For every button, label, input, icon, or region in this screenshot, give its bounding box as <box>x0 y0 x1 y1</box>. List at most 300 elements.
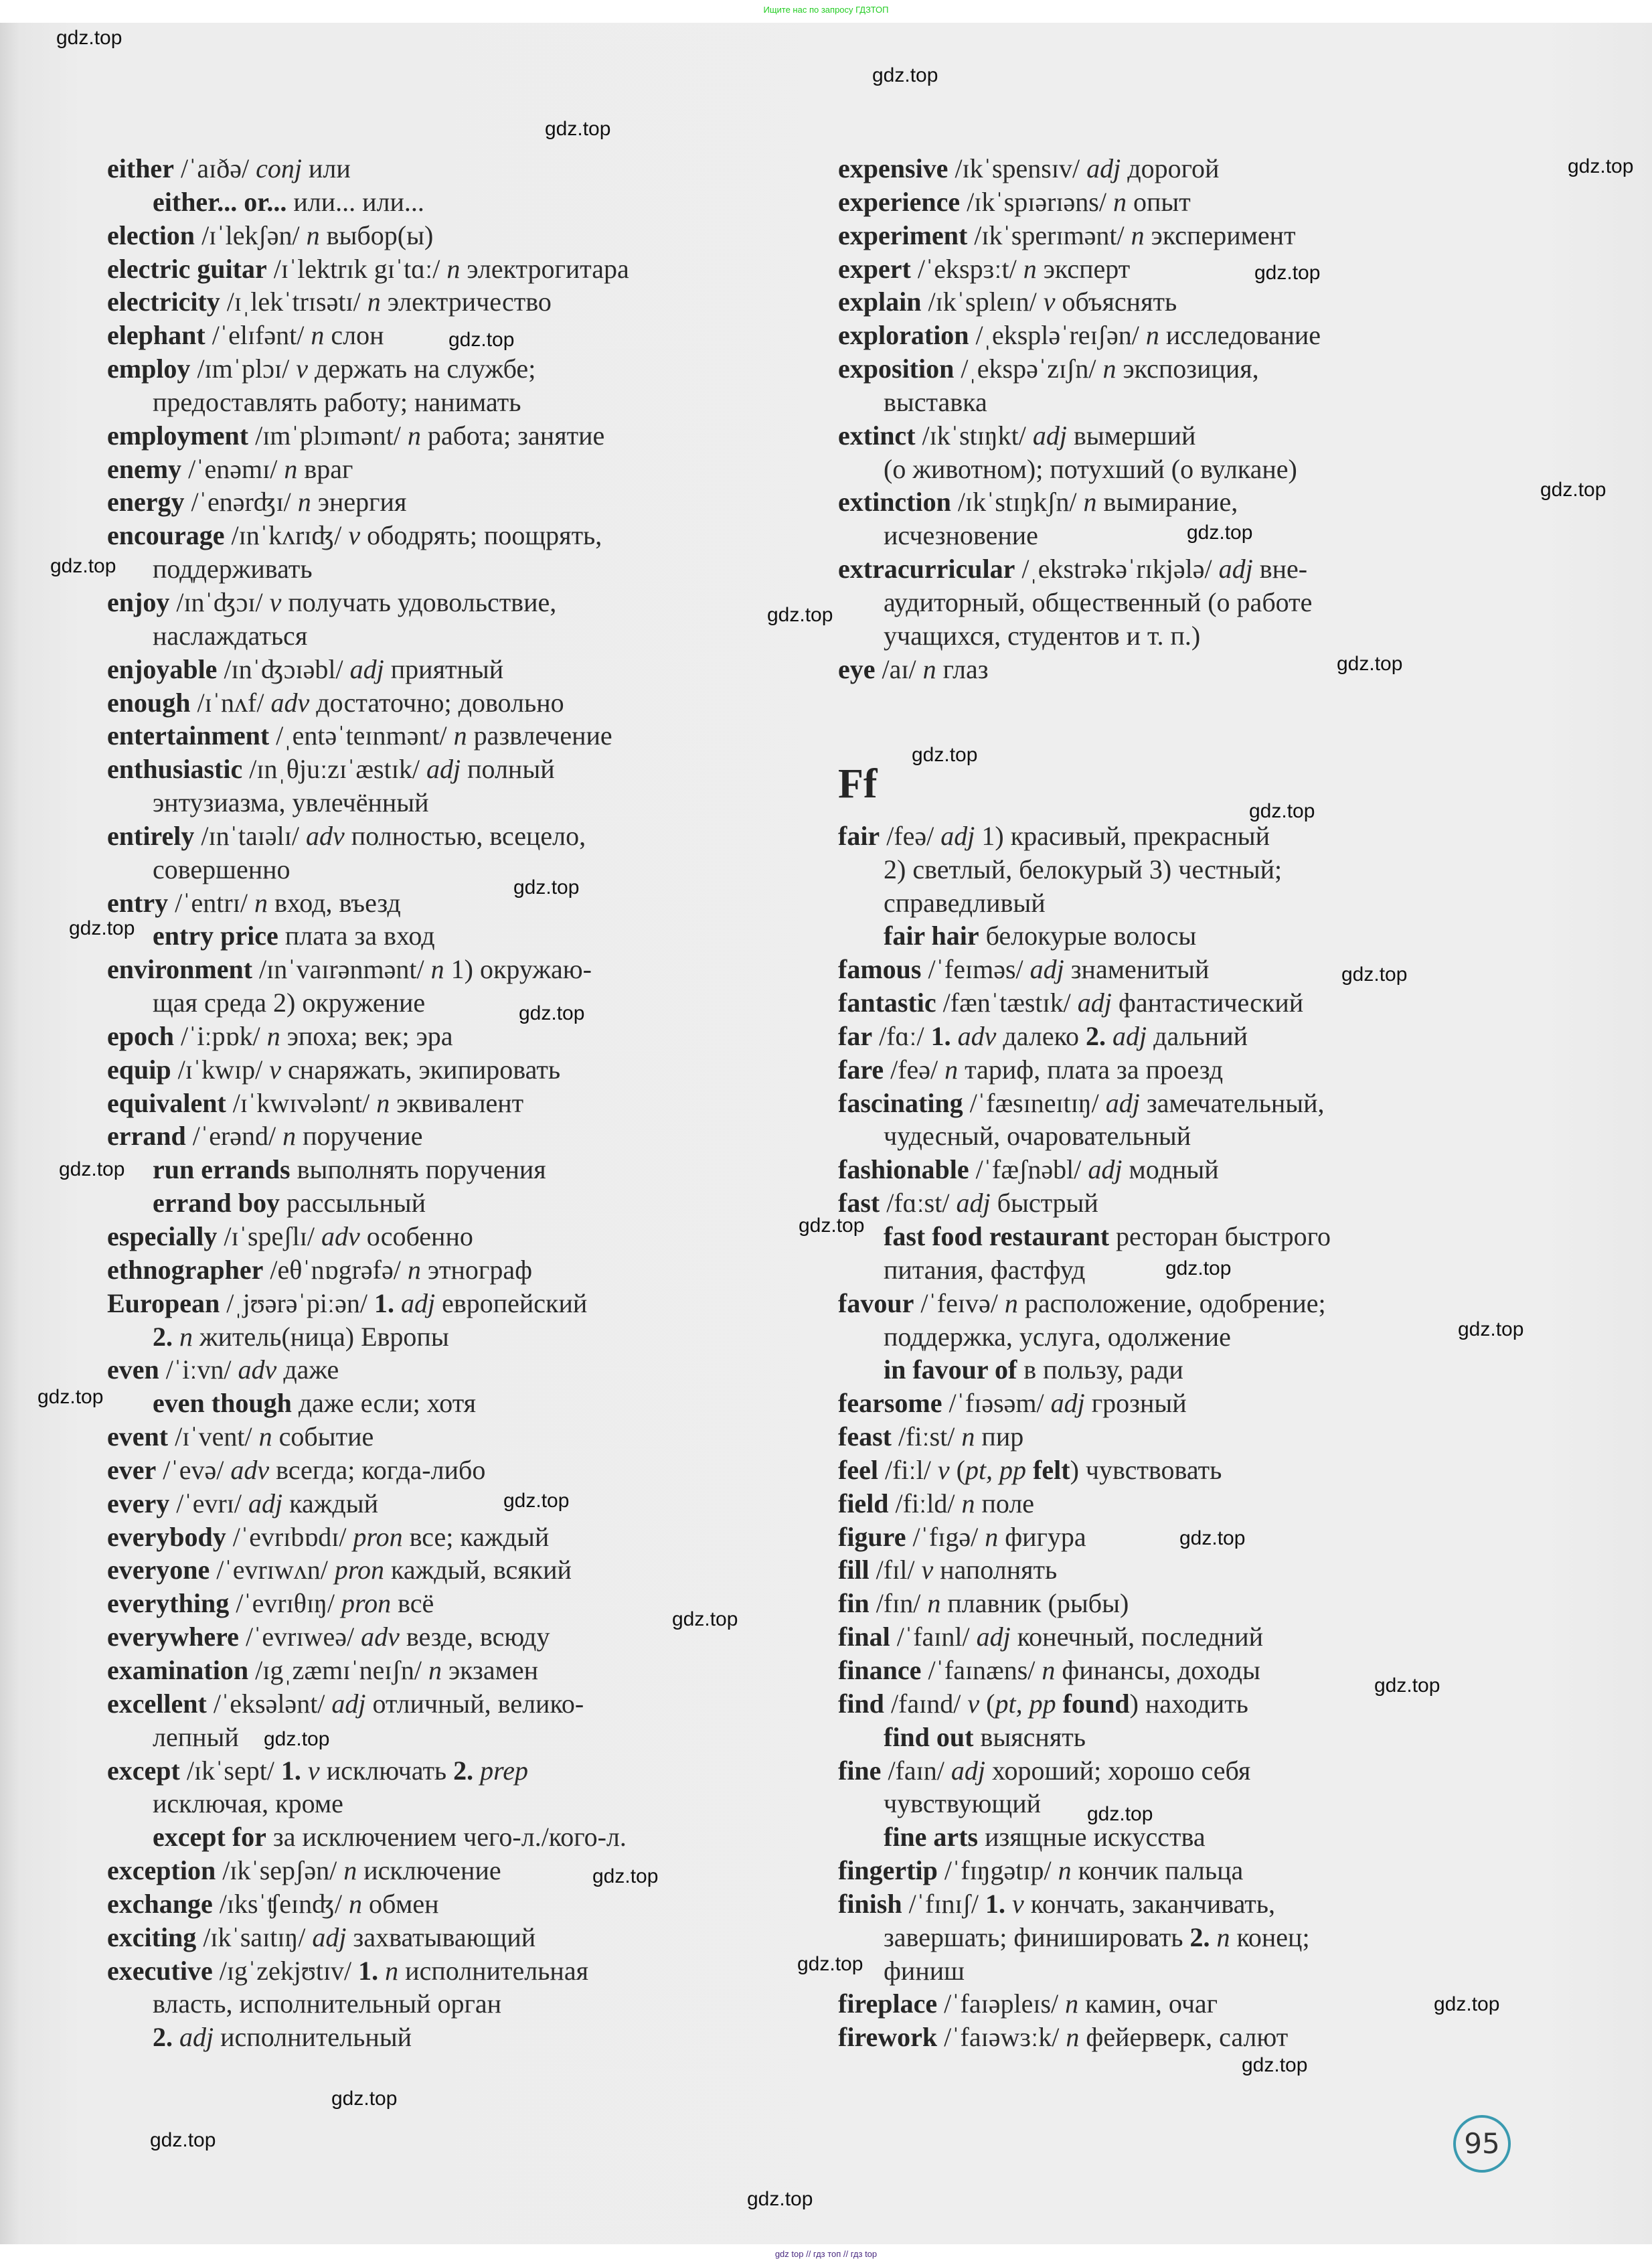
headword: enthusiastic <box>107 754 243 785</box>
dictionary-entry <box>838 1053 1331 1087</box>
entry-text: /ˌekstrəkəˈrɪkjələ/ <box>1015 554 1219 584</box>
entry-text: /ɪkˈstɪŋkt/ <box>915 420 1033 451</box>
headword: feel <box>838 1454 878 1485</box>
entry-text <box>173 1322 179 1352</box>
watermark: gdz.top <box>1165 1257 1232 1279</box>
entry-text: фантастический <box>1111 988 1304 1018</box>
part-of-speech: adj <box>1077 988 1112 1018</box>
entry-text: эксперт <box>1036 253 1131 284</box>
part-of-speech: n <box>428 1654 442 1685</box>
entry-text: /ˈenəmɪ/ <box>181 453 284 484</box>
entry-text: /fɑː/ <box>872 1020 931 1051</box>
entry-continuation-line <box>107 386 629 419</box>
entry-text: электрогитара <box>460 253 629 284</box>
headword: 2. <box>1189 1922 1210 1952</box>
part-of-speech: n <box>446 253 461 284</box>
part-of-speech: v <box>296 354 308 384</box>
part-of-speech: n <box>297 487 311 518</box>
entry-continuation-line <box>107 1987 629 2021</box>
dictionary-entry <box>107 485 629 519</box>
entry-text: слон <box>324 320 384 351</box>
headword: found <box>1062 1688 1130 1719</box>
entry-text <box>173 2022 179 2052</box>
entry-text: даже <box>276 1354 339 1385</box>
part-of-speech: n <box>1216 1922 1230 1952</box>
headword: everywhere <box>107 1622 239 1652</box>
entry-text: /ˈenərʤɪ/ <box>184 487 298 518</box>
watermark: gdz.top <box>331 2088 398 2110</box>
part-of-speech: v <box>1043 287 1056 317</box>
e-entries <box>838 152 1331 686</box>
dictionary-entry <box>107 1520 629 1554</box>
headword: everybody <box>107 1521 226 1552</box>
entry-text: справедливый <box>884 887 1046 918</box>
entry-continuation-line <box>838 1721 1331 1754</box>
headword: elephant <box>107 320 205 351</box>
entry-text: /ɪkˈstɪŋkʃn/ <box>951 487 1084 518</box>
part-of-speech: n <box>1131 220 1145 250</box>
headword: employ <box>107 354 191 384</box>
dictionary-entry <box>107 953 629 986</box>
watermark: gdz.top <box>767 604 833 626</box>
entry-text: каждый, всякий <box>384 1555 572 1585</box>
headword: 2. <box>1086 1020 1106 1051</box>
entry-text <box>1005 1889 1012 1919</box>
part-of-speech: adj <box>1218 554 1253 584</box>
watermark: gdz.top <box>912 744 978 766</box>
entry-text: эпоха; век; эра <box>280 1020 453 1051</box>
dictionary-entry <box>838 1854 1331 1887</box>
watermark: gdz.top <box>1179 1527 1246 1549</box>
entry-text: вход, въезд <box>267 887 401 918</box>
watermark: gdz.top <box>592 1865 659 1887</box>
headword: fast <box>838 1188 880 1219</box>
headword: exposition <box>838 354 955 384</box>
entry-text: исполнительная <box>398 1955 588 1986</box>
dictionary-entry <box>107 1053 629 1087</box>
headword: run errands <box>153 1154 291 1185</box>
part-of-speech: pron <box>353 1521 403 1552</box>
part-of-speech: n <box>1066 2022 1080 2053</box>
entry-continuation-line <box>107 1320 629 1354</box>
part-of-speech: n <box>922 653 936 684</box>
part-of-speech: pt, pp <box>965 1454 1027 1485</box>
headword: final <box>838 1622 890 1652</box>
headword: fantastic <box>838 988 936 1018</box>
entry-text: /ɪkˈspleɪn/ <box>921 287 1044 317</box>
headword: everyone <box>107 1555 210 1585</box>
entry-text: получать удовольствие, <box>281 587 557 617</box>
part-of-speech: v <box>269 1054 282 1085</box>
entry-text: /ˈevrɪ/ <box>169 1488 248 1518</box>
entry-text: быстрый <box>990 1188 1098 1219</box>
dictionary-entry <box>838 1620 1331 1654</box>
part-of-speech: n <box>453 720 467 751</box>
entry-text: энергия <box>311 487 407 518</box>
entry-text: выполнять поручения <box>290 1154 546 1185</box>
entry-text: /ɪnˌθjuːzɪˈæstɪk/ <box>242 754 426 785</box>
entry-text: /ɪkˈsaɪtɪŋ/ <box>196 1922 313 1952</box>
entry-text: грозный <box>1084 1388 1187 1419</box>
dictionary-entry <box>107 1454 629 1487</box>
headword: finance <box>838 1654 922 1685</box>
headword: fin <box>838 1588 870 1619</box>
headword: 2. <box>153 2022 173 2053</box>
entry-continuation-line <box>838 586 1331 619</box>
entry-text: /ˈfɪŋgətɪp/ <box>937 1855 1058 1886</box>
headword: finish <box>838 1888 902 1919</box>
dictionary-entry <box>838 552 1331 586</box>
entry-text: /ɪˈlektrɪk gɪˈtɑː/ <box>266 253 447 284</box>
part-of-speech: adj <box>1088 1154 1123 1185</box>
watermark: gdz.top <box>150 2129 216 2151</box>
entry-continuation-line <box>838 1954 1331 1988</box>
part-of-speech: adj <box>940 820 975 851</box>
part-of-speech: adj <box>426 754 461 785</box>
dictionary-entry <box>838 1387 1331 1420</box>
entry-text: опыт <box>1127 186 1191 217</box>
headword: fair hair <box>884 921 979 951</box>
entry-text: /ɪnˈtaɪəlɪ/ <box>194 820 306 851</box>
entry-text <box>1026 1455 1033 1485</box>
headword: fearsome <box>838 1388 942 1419</box>
entry-text: /ˈevrɪθɪŋ/ <box>229 1588 341 1619</box>
entry-text: далеко <box>996 1020 1086 1051</box>
headword: famous <box>838 954 922 985</box>
entry-text: знаменитый <box>1064 954 1210 985</box>
entry-text: всегда; когда-либо <box>269 1454 486 1485</box>
entry-text: /ɪkˈsperɪmənt/ <box>967 220 1131 250</box>
part-of-speech: adv <box>270 687 310 718</box>
entry-text: /ˈevrɪbɒdɪ/ <box>226 1521 353 1552</box>
entry-text: экспозиция, <box>1116 354 1259 384</box>
watermark: gdz.top <box>56 27 122 49</box>
dictionary-entry <box>838 653 1331 686</box>
part-of-speech: conj <box>256 153 302 183</box>
part-of-speech: n <box>927 1588 941 1619</box>
headword: exception <box>107 1855 216 1886</box>
entry-text: держать на службе; <box>307 354 536 384</box>
entry-text: /ɪˌlekˈtrɪsətɪ/ <box>220 287 367 317</box>
entry-continuation-line <box>838 619 1331 653</box>
part-of-speech: adj <box>956 1188 991 1219</box>
headword: employment <box>107 420 249 451</box>
headword: examination <box>107 1654 249 1685</box>
entry-text: ) чувствовать <box>1070 1454 1222 1485</box>
headword: extinct <box>838 420 916 451</box>
entry-continuation-line <box>107 1153 629 1186</box>
part-of-speech: pt, pp <box>995 1688 1056 1719</box>
dictionary-entry <box>107 753 629 786</box>
dictionary-entry <box>838 152 1331 185</box>
part-of-speech: adj <box>331 1688 366 1719</box>
dictionary-entry <box>838 2021 1331 2054</box>
entry-text: конечный, последний <box>1010 1622 1264 1652</box>
part-of-speech: adv <box>321 1221 360 1251</box>
entry-text: за исключением чего-л./кого-л. <box>266 1822 627 1853</box>
part-of-speech: n <box>266 1020 280 1051</box>
watermark: gdz.top <box>797 1953 863 1975</box>
headword: enough <box>107 687 191 718</box>
entry-continuation-line <box>107 2021 629 2054</box>
watermark: gdz.top <box>545 118 611 140</box>
entry-continuation-line <box>107 552 629 586</box>
entry-text: поддержка, услуга, одолжение <box>884 1321 1231 1352</box>
entry-text: (о животном); потухший (о вулкане) <box>884 453 1297 484</box>
headword: figure <box>838 1521 906 1552</box>
part-of-speech: n <box>1042 1654 1056 1685</box>
entry-text: /ɪksˈʧeɪnʤ/ <box>212 1888 349 1919</box>
entry-text: пир <box>975 1421 1024 1452</box>
entry-text: эквивалент <box>390 1087 524 1118</box>
entry-text: захватывающий <box>346 1922 536 1952</box>
dictionary-entry <box>838 419 1331 453</box>
headword: fine arts <box>884 1822 979 1853</box>
entry-text: все; каждый <box>402 1521 550 1552</box>
headword: enjoyable <box>107 653 218 684</box>
part-of-speech: adj <box>1086 153 1121 183</box>
entry-text: /ˈeksələnt/ <box>206 1688 332 1719</box>
headword: in favour of <box>884 1354 1017 1385</box>
entry-text: /ˈiːvn/ <box>159 1354 238 1385</box>
headword: entry <box>107 887 169 918</box>
entry-text: /ˈevrɪweə/ <box>238 1622 361 1652</box>
watermark: gdz.top <box>1540 479 1606 501</box>
entry-text: /ˈekspɜːt/ <box>910 253 1023 284</box>
dictionary-entry <box>107 586 629 619</box>
headword: except <box>107 1755 180 1786</box>
entry-text <box>394 1288 401 1318</box>
part-of-speech: v <box>967 1688 980 1719</box>
entry-text: /ˈiːpɒk/ <box>174 1020 267 1051</box>
headword: errand <box>107 1121 186 1152</box>
entry-text: совершенно <box>153 854 291 884</box>
entry-text: /fɪn/ <box>869 1588 928 1619</box>
headword: exchange <box>107 1888 213 1919</box>
entry-text: питания, фастфуд <box>884 1254 1086 1285</box>
dictionary-entry <box>838 1087 1331 1120</box>
dictionary-entry <box>107 285 629 319</box>
entry-text: чувствующий <box>884 1788 1042 1819</box>
entry-continuation-line <box>838 453 1331 486</box>
entry-text: энтузиазма, увлечённый <box>153 787 429 818</box>
entry-text: ) находить <box>1129 1688 1248 1719</box>
entry-continuation-line <box>838 1921 1331 1954</box>
dictionary-entry <box>838 1186 1331 1220</box>
entry-text: вымерший <box>1067 420 1196 451</box>
f-entries <box>838 819 1331 2054</box>
entry-continuation-line <box>838 853 1331 886</box>
headword: eye <box>838 653 876 684</box>
headword: firework <box>838 2022 938 2053</box>
entry-text: приятный <box>384 653 504 684</box>
part-of-speech: n <box>284 453 298 484</box>
entry-text: чудесный, очаровательный <box>884 1121 1191 1152</box>
headword: experiment <box>838 220 968 250</box>
entry-text: рассыльный <box>280 1188 426 1219</box>
entry-text: /ˌekspləˈreɪʃən/ <box>969 320 1146 351</box>
entry-text: даже если; хотя <box>291 1388 477 1419</box>
headword: exploration <box>838 320 969 351</box>
headword: equivalent <box>107 1087 226 1118</box>
entry-text: событие <box>272 1421 374 1452</box>
entry-text: /ˈelɪfənt/ <box>205 320 311 351</box>
entry-text: этнограф <box>420 1254 532 1285</box>
part-of-speech: prep <box>480 1755 529 1786</box>
headword: expensive <box>838 153 948 183</box>
entry-text: /faɪnd/ <box>884 1688 968 1719</box>
headword: ethnographer <box>107 1254 264 1285</box>
entry-text: полностью, всецело, <box>344 820 586 851</box>
entry-text: расположение, одобрение; <box>1017 1287 1326 1318</box>
dictionary-entry <box>838 485 1331 519</box>
headword: enjoy <box>107 587 170 617</box>
dictionary-entry <box>107 1087 629 1120</box>
headword: felt <box>1033 1454 1070 1485</box>
right-column <box>838 152 1331 2054</box>
part-of-speech: n <box>1058 1855 1072 1886</box>
watermark: gdz.top <box>69 917 135 939</box>
part-of-speech: n <box>1102 354 1117 384</box>
entry-text: власть, исполнительный орган <box>153 1988 502 2019</box>
headword: field <box>838 1488 889 1518</box>
entry-text: фейерверк, салют <box>1079 2022 1289 2053</box>
part-of-speech: adv <box>238 1354 277 1385</box>
part-of-speech: n <box>258 1421 272 1452</box>
headword: except for <box>153 1822 266 1853</box>
entry-text: /feə/ <box>884 1054 945 1085</box>
dictionary-entry <box>838 1587 1331 1620</box>
entry-text: обмен <box>362 1888 439 1919</box>
dictionary-entry <box>838 1287 1331 1320</box>
dictionary-entry <box>838 319 1331 352</box>
entry-continuation-line <box>107 1186 629 1220</box>
dictionary-entry <box>107 1253 629 1287</box>
entry-continuation-line <box>107 1787 629 1820</box>
entry-text: исключать <box>319 1755 454 1786</box>
entry-continuation-line <box>107 185 629 219</box>
entry-text: электричество <box>380 287 552 317</box>
entry-text: вымирание, <box>1096 487 1238 518</box>
entry-text: /fɪl/ <box>869 1555 922 1585</box>
headword: everything <box>107 1588 230 1619</box>
headword: even <box>107 1354 159 1385</box>
headword: executive <box>107 1955 213 1986</box>
dictionary-entry <box>838 1754 1331 1788</box>
entry-text: выяснять <box>973 1721 1086 1752</box>
entry-text: лепный <box>153 1721 239 1752</box>
dictionary-entry <box>107 1754 629 1788</box>
entry-text: европейский <box>435 1287 588 1318</box>
entry-text: /fɑːst/ <box>880 1188 957 1219</box>
dictionary-entry <box>107 1553 629 1587</box>
dictionary-entry <box>107 219 629 252</box>
headword: especially <box>107 1221 218 1251</box>
part-of-speech: adj <box>349 653 384 684</box>
watermark: gdz.top <box>264 1728 330 1750</box>
entry-text: аудиторный, общественный (о работе <box>884 587 1313 617</box>
part-of-speech: n <box>407 420 421 451</box>
entry-text: /ɪˈkwɪvələnt/ <box>226 1087 377 1118</box>
entry-text: /ɪkˈspɪərɪəns/ <box>960 186 1113 217</box>
headword: errand boy <box>153 1188 280 1219</box>
watermark: gdz.top <box>503 1490 570 1512</box>
headword: every <box>107 1488 170 1518</box>
entry-text: снаряжать, экипировать <box>281 1054 561 1085</box>
entry-text: /ɪgˌzæmɪˈneɪʃn/ <box>248 1654 428 1685</box>
dictionary-entry <box>838 1654 1331 1687</box>
headword: find out <box>884 1721 974 1752</box>
part-of-speech: n <box>985 1521 999 1552</box>
dictionary-entry <box>107 653 629 686</box>
entry-text: /ˌekspəˈzɪʃn/ <box>954 354 1103 384</box>
entry-text: ободрять; поощрять, <box>360 520 602 551</box>
headword: energy <box>107 487 185 518</box>
entry-text <box>1056 1689 1063 1719</box>
part-of-speech: n <box>179 1321 193 1352</box>
entry-text: /ˈfaɪəpleɪs/ <box>937 1988 1066 2019</box>
part-of-speech: adv <box>230 1454 270 1485</box>
headword: fill <box>838 1555 870 1585</box>
headword: fare <box>838 1054 884 1085</box>
headword: electricity <box>107 287 220 317</box>
entry-text <box>301 1755 308 1786</box>
entry-text: учащихся, студентов и т. п.) <box>884 620 1201 651</box>
headword: either <box>107 153 174 183</box>
dictionary-entry <box>107 1287 629 1320</box>
headword: even though <box>153 1388 292 1419</box>
entry-text: 1) красивый, прекрасный <box>975 820 1270 851</box>
entry-text: фигура <box>998 1521 1086 1552</box>
entry-text: замечательный, <box>1139 1087 1325 1118</box>
entry-text: поле <box>975 1488 1035 1518</box>
entry-text <box>378 1956 385 1986</box>
entry-text: /ɪkˈspensɪv/ <box>948 153 1087 183</box>
entry-text: /ɪˈkwɪp/ <box>171 1054 270 1085</box>
entry-text: /ɪkˈsept/ <box>179 1755 281 1786</box>
part-of-speech: n <box>343 1855 357 1886</box>
entry-text: /eθˈnɒgrəfə/ <box>263 1254 408 1285</box>
entry-text: /ˌjʊərəˈpiːən/ <box>220 1287 374 1318</box>
dictionary-entry <box>838 986 1331 1020</box>
entry-text: /ˈfɪəsəm/ <box>942 1388 1051 1419</box>
part-of-speech: adj <box>1029 954 1064 985</box>
headword: expert <box>838 253 911 284</box>
headword: electric guitar <box>107 253 267 284</box>
entry-text: щая среда 2) окружение <box>153 988 426 1018</box>
entry-continuation-line <box>107 919 629 953</box>
part-of-speech: n <box>1004 1287 1018 1318</box>
dictionary-entry <box>107 152 629 185</box>
entry-text: /ɪgˈzekjʊtɪv/ <box>212 1955 359 1986</box>
dictionary-entry <box>107 1921 629 1954</box>
entry-text: /ˌentəˈteɪnmənt/ <box>269 720 454 751</box>
entry-text: экзамен <box>441 1654 539 1685</box>
part-of-speech: n <box>961 1421 975 1452</box>
headword: 2. <box>153 1321 173 1352</box>
headword: experience <box>838 186 961 217</box>
headword: far <box>838 1020 873 1051</box>
dictionary-entry <box>838 819 1331 853</box>
entry-text: /feə/ <box>880 820 941 851</box>
part-of-speech: pron <box>334 1555 384 1585</box>
entry-text <box>1106 1021 1112 1051</box>
entry-text: всё <box>391 1588 434 1619</box>
watermark: gdz.top <box>1341 963 1408 986</box>
entry-text: особенно <box>359 1221 473 1251</box>
entry-text: /ɪnˈkʌrɪʤ/ <box>224 520 349 551</box>
entry-text: или <box>302 153 351 183</box>
